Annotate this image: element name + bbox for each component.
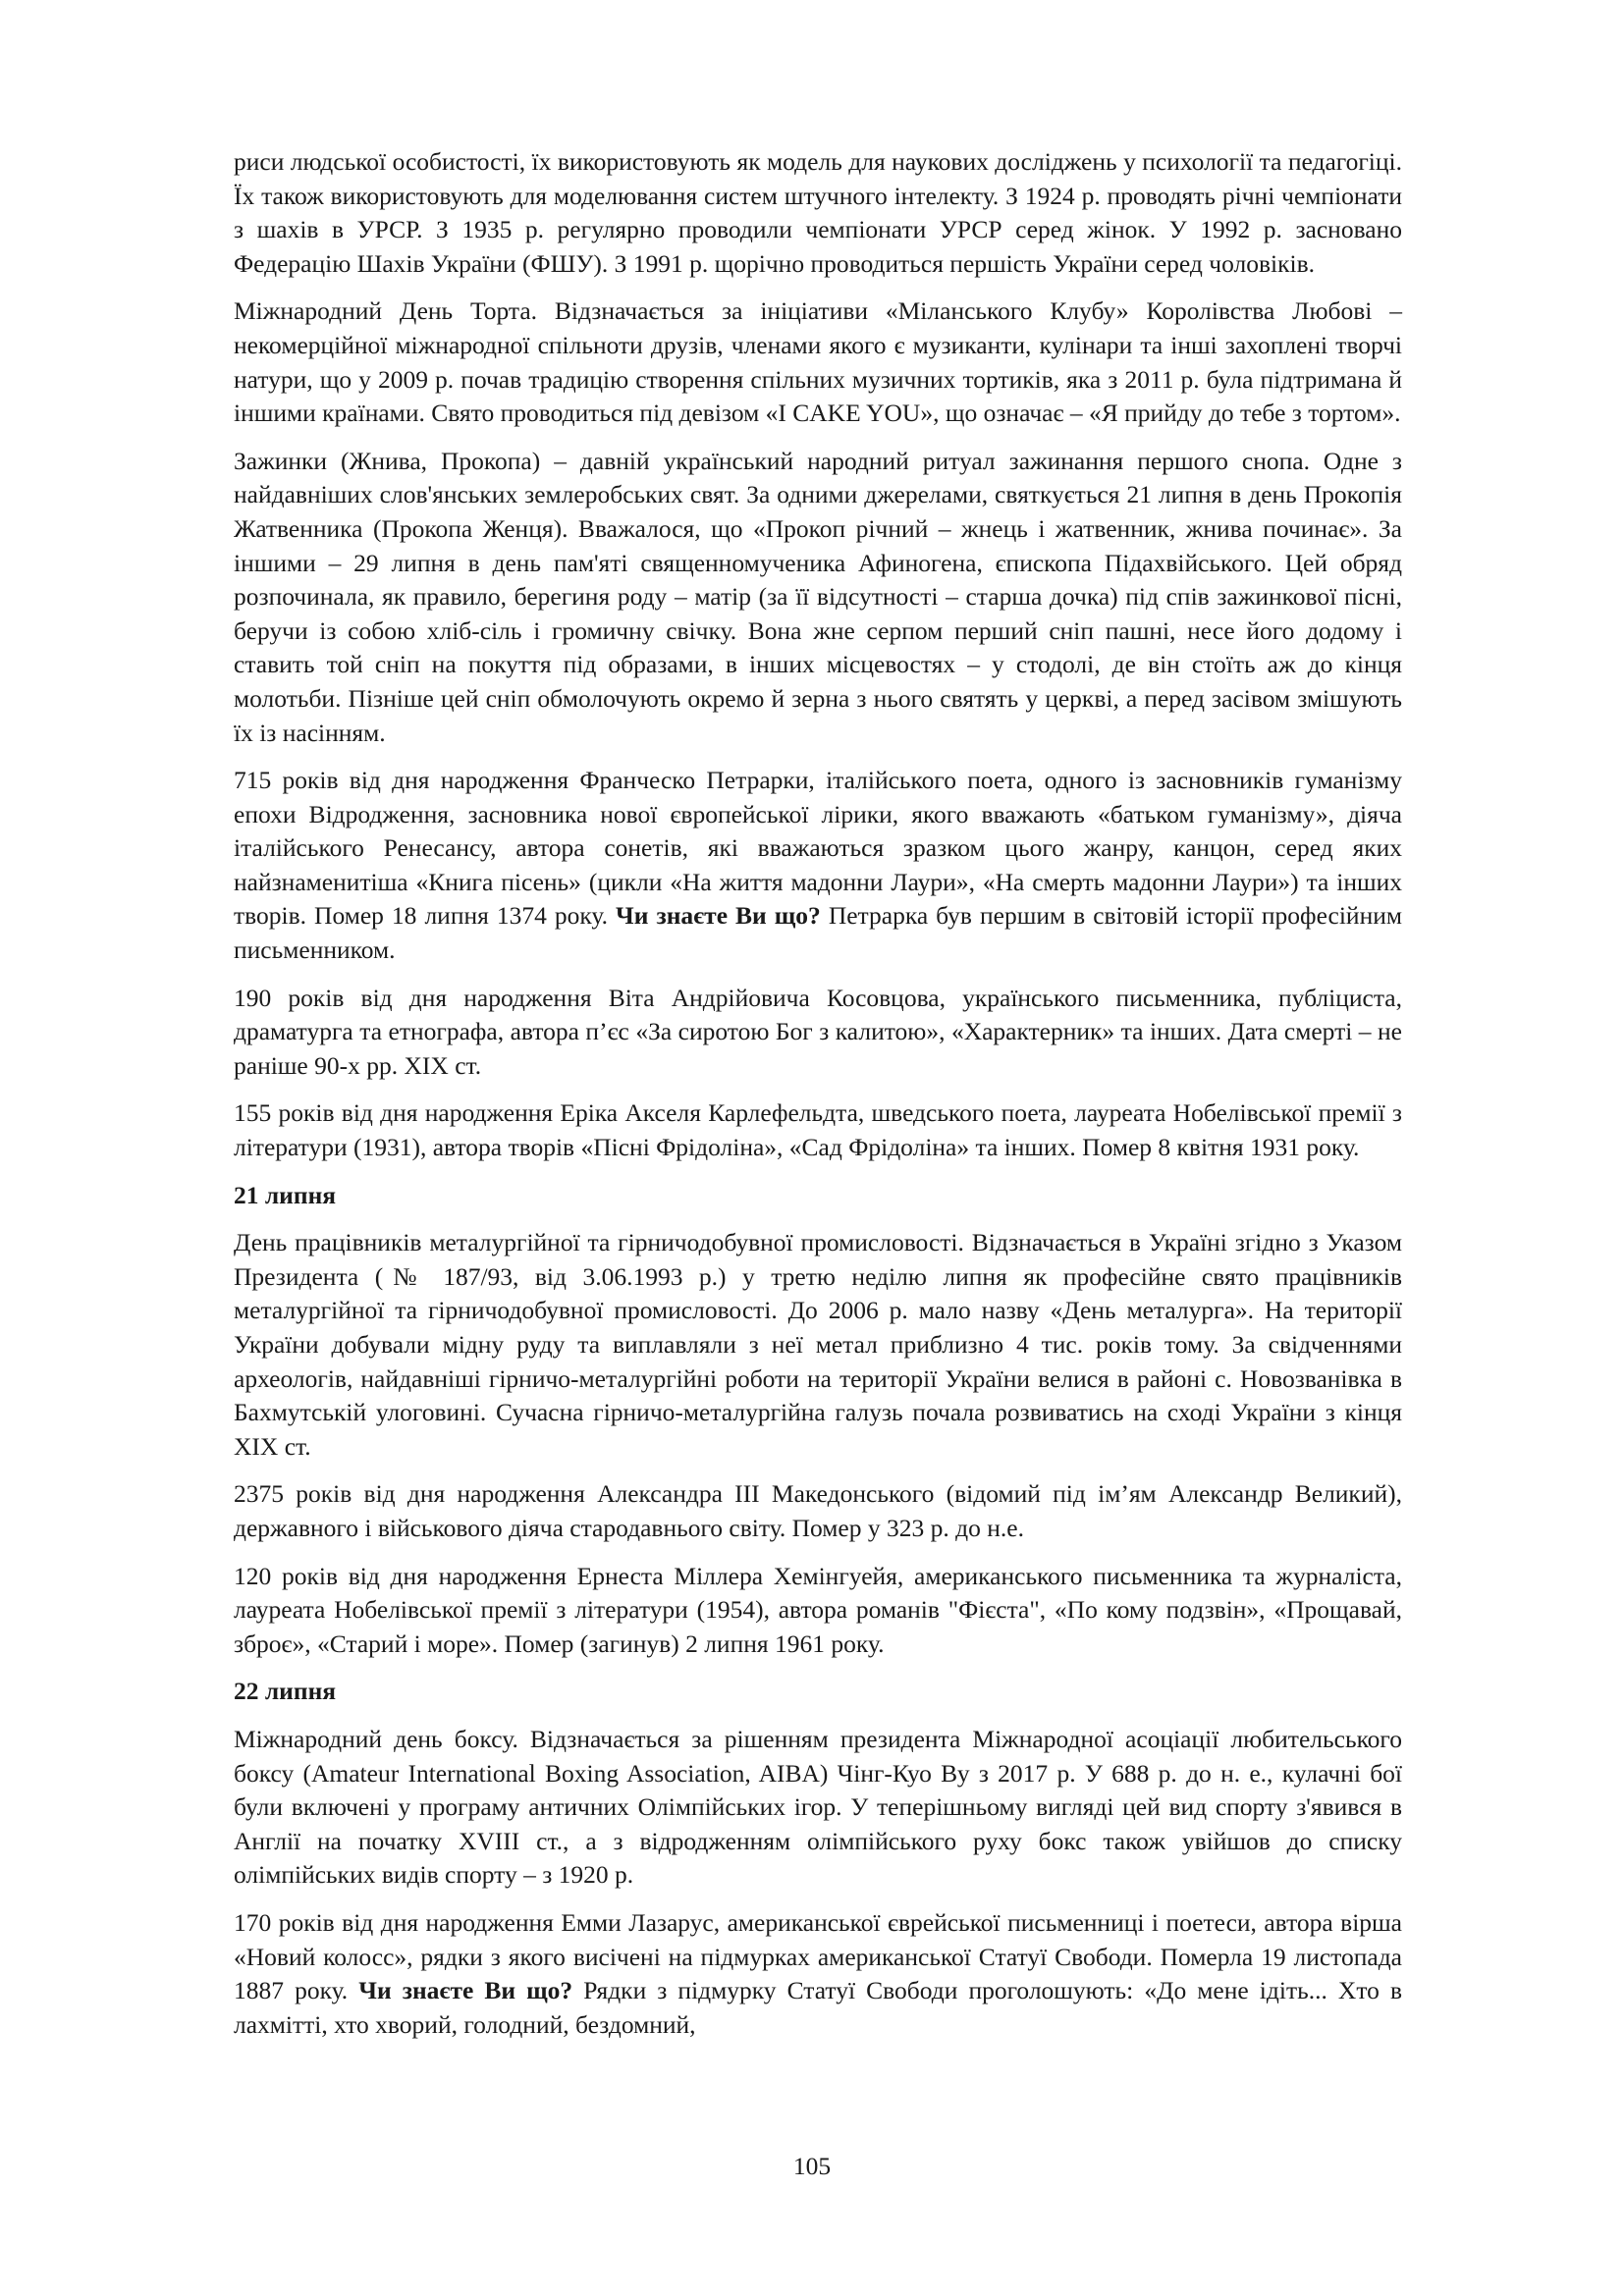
paragraph-metallurgy-day <box>234 1226 1402 1464</box>
paragraph-kosovtsov <box>234 982 1402 1084</box>
paragraph-text: Міжнародний день боксу. Відзначається за рішенням президента Міжнародної асоціації любительського боксу (Amateur International Boxing Association, AIBA) Чінг-Куо Ву з 2017 р. У 688 р. до н. е., кулачні бої були включені у програму античних Олімпійських ігор. У теперішньому вигляді цей вид спорту з'явився в Англії на початку XVIII ст., а з відродженням олімпійського руху бокс також увійшов до списку олімпійських видів спорту – з 1920 р. <box>234 1724 1402 1890</box>
paragraph-text: День працівників металургійної та гірничодобувної промисловості. Відзначається в Україні згідно з Указом Президента (№ 187/93, від 3.06.1993 р.) у третю неділю липня як професійне свято працівників металургійної та гірничодобувної промисловості. До 2006 р. мало назву «День металурга». На території України добували мідну руду та виплавляли з неї метал приблизно 4 тис. років тому. За свідченнями археологів, найдавніші гірничо-металургійні роботи на території України велися в районі с. Новозванівка в Бахмутській улоговині. Сучасна гірничо-металургійна галузь почала розвиватись на сході України з кінця XIX ст. <box>234 1228 1402 1461</box>
paragraph-alexander <box>234 1477 1402 1545</box>
paragraph-hemingway <box>234 1560 1402 1662</box>
paragraph-text: Зажинки (Жнива, Прокопа) – давній український народний ритуал зажинання першого снопа. Одне з найдавніших слов'янських землеробських свят. За одними джерелами, святкується 21 липня в день Прокопія Жатвенника (Прокопа Женця). Вважалося, що «Прокоп річний – жнець і жатвенник, жнива починає». За іншими – 29 липня в день пам'яті священномученика Афиногена, єпископа Підахвійського. Цей обряд розпочинала, як правило, берегиня роду – матір (за її відсутності – старша дочка) під спів зажинкової пісні, беручи із собою хліб-сіль і громичну свічку. Вона жне серпом перший сніп пашні, несе його додому і ставить той сніп на покуття під образами, в інших місцевостях – у стодолі, де він стоїть аж до кінця молотьби. Пізніше цей сніп обмолочують окремо й зерна з нього святять у церкві, а перед засівом змішують їх із насінням. <box>234 446 1402 747</box>
paragraph-text-after: Петрарка був першим в світовій історії професійним письменником. <box>234 901 1403 965</box>
paragraph-text-after: Рядки з підмурку Статуї Свободи проголошують: «До мене ідіть... Хто в лахмітті, хто хворий, голодний, бездомний, <box>234 1976 1402 2039</box>
paragraph-text: 170 років від дня народження Емми Лазарус, американської єврейської письменниці і поетеси, автора вірша «Новий колосс», рядки з якого висічені на підмурках американської Статуї Свободи. Померла 19 листопада 1887 року. <box>234 1907 1402 2005</box>
did-you-know-label: Чи знаєте Ви що? <box>616 901 821 931</box>
paragraph-text: 715 років від дня народження Франческо Петрарки, італійського поета, одного із засновників гуманізму епохи Відродження, засновника нової європейської лірики, якого вважають «батьком гуманізму», діяча італійського Ренесансу, автора сонетів, які вважаються зразком цього жанру, канцон, серед яких найзнаменитіша «Книга пісень» (цикли «На життя мадонни Лаури», «На смерть мадонни Лаури») та інших творів. Помер 18 липня 1374 року. <box>234 766 1402 931</box>
date-heading-july-21: 21 липня <box>234 1180 337 1209</box>
paragraph-text: 155 років від дня народження Еріка Акселя Карлефельдта, шведського поета, лауреата Нобелівської премії з літератури (1931), автора творів «Пісні Фрідоліна», «Сад Фрідоліна» та інших. Помер 8 квітня 1931 року. <box>234 1098 1402 1162</box>
paragraph-cake-day <box>234 294 1402 430</box>
paragraph-zazhynky <box>234 445 1402 750</box>
date-heading-july-22: 22 липня <box>234 1677 337 1706</box>
paragraph-lazarus <box>234 1906 1402 2042</box>
page-number: 105 <box>792 2152 832 2180</box>
paragraph-text: 190 років від дня народження Віта Андрійовича Косовцова, українського письменника, публіциста, драматурга та етнографа, автора п’єс «За сиротою Бог з калитою», «Характерник» та інших. Дата смерті – не раніше 90-х рр. XIX ст. <box>234 983 1402 1080</box>
paragraph-chess-continued <box>234 145 1402 281</box>
paragraph-karlfeldt <box>234 1096 1402 1164</box>
paragraph-petrarca <box>234 764 1402 968</box>
did-you-know-label: Чи знаєте Ви що? <box>358 1976 573 2005</box>
paragraph-text: Міжнародний День Торта. Відзначається за ініціативи «Міланського Клубу» Королівства Любові – некомерційної міжнародної спільноти друзів, членами якого є музиканти, кулінари та інші захоплені творчі натури, що у 2009 р. почав традицію створення спільних музичних тортиків, яка з 2011 р. була підтримана й іншими країнами. Свято проводиться під девізом «I CAKE YOU», що означає – «Я прийду до тебе з тортом». <box>234 296 1402 428</box>
document-page <box>234 145 1402 2056</box>
paragraph-text: риси людської особистості, їх використовують як модель для наукових досліджень у психології та педагогіці. Їх також використовують для моделювання систем штучного інтелекту. З 1924 р. проводять річні чемпіонати з шахів в УРСР. З 1935 р. регулярно проводили чемпіонати УРСР серед жінок. У 1992 р. засновано Федерацію Шахів України (ФШУ). З 1991 р. щорічно проводиться першість України серед чоловіків. <box>234 147 1402 278</box>
paragraph-boxing-day <box>234 1723 1402 1893</box>
paragraph-text: 2375 років від дня народження Александра III Македонського (відомий під ім’ям Александр Великий), державного і військового діяча стародавнього світу. Помер у 323 р. до н.е. <box>234 1479 1402 1542</box>
paragraph-text: 120 років від дня народження Ернеста Міллера Хемінгуейя, американського письменника та журналіста, лауреата Нобелівської премії з літератури (1954), автора романів "Фієста", «По кому подзвін», «Прощавай, зброє», «Старий і море». Помер (загинув) 2 липня 1961 року. <box>234 1561 1402 1658</box>
